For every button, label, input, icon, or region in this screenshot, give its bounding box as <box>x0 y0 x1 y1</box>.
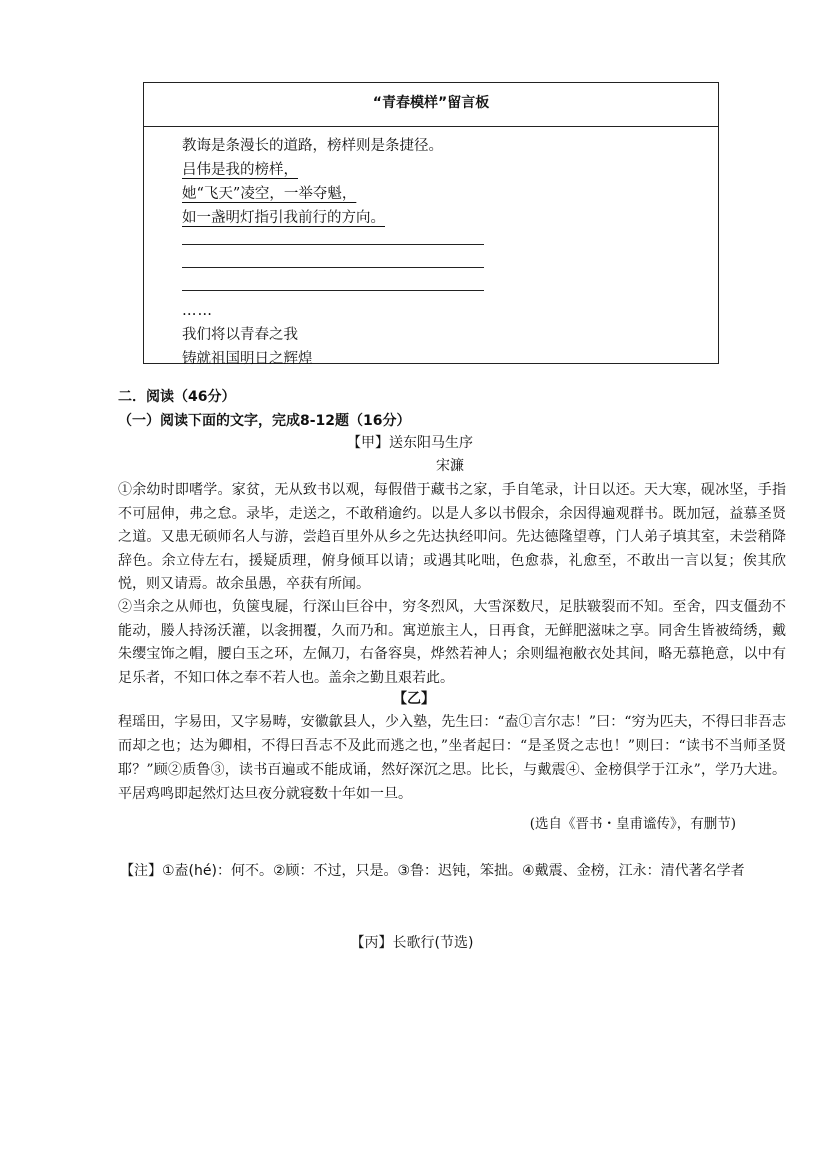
board-closing-line: 我们将以青春之我 <box>182 327 298 343</box>
jia-author: 宋濂 <box>436 458 464 474</box>
yi-title: 【乙】 <box>393 691 435 707</box>
blank-line[interactable] <box>182 231 718 254</box>
jia-title: 【甲】送东阳马生序 <box>347 435 473 451</box>
jia-paragraph-2: ②当余之从师也，负箧曳屣，行深山巨谷中，穷冬烈风，大雪深数尺，足肤皲裂而不知。至舍，四支僵劲不能动，媵人持汤沃灌，以衾拥覆，久而乃和。寓逆旅主人，日再食，无鲜肥滋味之享。同舍生皆被绮绣，戴朱缨宝饰之帽，腰白玉之环，左佩刀，右备容臭，烨然若神人；余则缊袍敝衣处其间，略无慕艳意，以中有足乐者，不知口体之奉不若人也。盖余之勤且艰若此。 <box>118 599 786 686</box>
section-subheading: （一）阅读下面的文字，完成8-12题（16分） <box>118 413 411 429</box>
board-line: 教诲是条漫长的道路，榜样则是条捷径。 <box>182 138 443 154</box>
board-ellipsis: …… <box>182 303 213 319</box>
board-line: 如一盏明灯指引我前行的方向。 <box>182 210 385 226</box>
board-line: 吕伟是我的榜样， <box>182 162 298 178</box>
blank-line[interactable] <box>182 254 718 277</box>
board-title: “青春模样”留言板 <box>144 83 718 127</box>
board-line: 她“飞天”凌空，一举夺魁， <box>182 186 357 202</box>
blank-line[interactable] <box>182 277 718 300</box>
board-body <box>144 127 718 372</box>
bing-title: 【丙】长歌行(节选) <box>350 935 474 951</box>
section-heading: 二．阅读（46分） <box>118 389 236 405</box>
yi-text: 程瑶田，字易田，又字易畴，安徽歙县人，少入塾，先生曰：“盍①言尔志！”曰：“穷为匹夫，不得曰非吾志而却之也；达为卿相，不得曰吾志不及此而逃之也，”坐者起曰：“是圣贤之志也！”则曰：“读书不当师圣贤耶？”顾②质鲁③，读书百遍或不能成诵，然好深沉之思。比长，与戴震④、金榜俱学于江永”，学乃大进。平居鸡鸣即起然灯达旦夜分就寝数十年如一旦。 <box>118 714 786 802</box>
annotation-note: 【注】①盍(hé)：何不。②顾：不过，只是。③鲁：迟钝，笨拙。④戴震、金榜，江永：清代著名学者 <box>120 863 745 879</box>
yi-source: (选自《晋书・皇甫谧传》，有删节) <box>529 816 736 832</box>
board-closing-line: 铸就祖国明日之辉煌 <box>182 351 313 367</box>
jia-paragraph-1: ①余幼时即嗜学。家贫，无从致书以观，每假借于藏书之家，手自笔录，计日以还。天大寒，砚冰坚，手指不可屈伸，弗之怠。录毕，走送之，不敢稍逾约。以是人多以书假余，余因得遍观群书。既加冠，益慕圣贤之道。又患无硕师名人与游，尝趋百里外从乡之先达执经叩问。先达德隆望尊，门人弟子填其室，未尝稍降辞色。余立侍左右，援疑质理，俯身倾耳以请；或遇其叱咄，色愈恭，礼愈至，不敢出一言以复；俟其欣悦，则又请焉。故余虽愚，卒获有所闻。 <box>118 482 786 592</box>
message-board <box>143 82 719 367</box>
